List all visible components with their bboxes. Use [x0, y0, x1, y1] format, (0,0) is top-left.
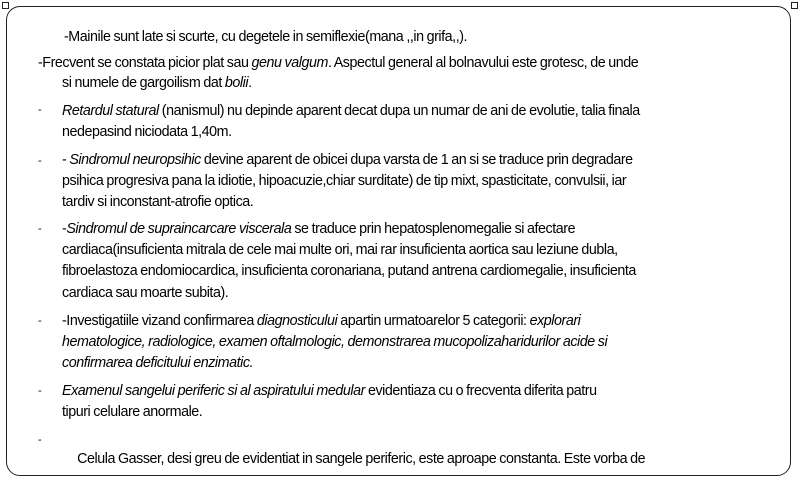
italic-term: explorari [529, 313, 581, 329]
frame-corner-handle [791, 2, 798, 9]
text-span: (nanismul) nu depinde aparent decat dupa un numar de ani de evolutie, talia finala [161, 103, 640, 119]
text-span: fibroelastoza endomiocardica, insuficienta coronariana, putand antrena cardiomegalie, insuficienta [62, 263, 636, 279]
text-span: apartin urmatoarelor 5 categorii: [340, 313, 530, 329]
text-span: psihica progresiva pana la idiotie, hipoacuzie,chiar surditate) de tip mixt, spasticitate, convulsii, iar [62, 173, 627, 189]
text-line [62, 311, 580, 331]
text-line [62, 171, 626, 191]
text-span: cardiaca(insuficienta mitrala de cele mai multe ori, mai rar insuficienta aortica sau leziune dubla, [62, 242, 618, 258]
text-line [62, 150, 633, 170]
text-span: evidentiaza cu o frecventa diferita patru [367, 383, 597, 399]
bullet-marker: - [38, 223, 42, 235]
text-span: . [248, 75, 252, 91]
text-span: tipuri celulare anormale. [62, 404, 203, 420]
italic-term: hematologice, radiologice, examen oftalmologic, demonstrarea mucopolizaharidurilor acide si [62, 334, 608, 350]
bullet-marker: - [38, 104, 42, 116]
text-line [62, 219, 575, 239]
italic-term: Examenul sangelui periferic si al aspiratului medular [62, 383, 368, 399]
text-span: - [62, 152, 70, 168]
italic-term: confirmarea deficitului enzimatic. [62, 355, 254, 371]
text-line [62, 332, 607, 352]
text-span: si numele de gargoilism dat [62, 75, 225, 91]
text-span: devine aparent de obicei dupa varsta de 1 an si se traduce prin degradare [203, 152, 633, 168]
italic-term: diagnosticului [256, 313, 341, 329]
text-line [64, 27, 467, 47]
text-line [38, 53, 638, 73]
text-line [62, 240, 618, 260]
text-line [62, 192, 253, 212]
bullet-marker: - [38, 155, 42, 167]
text-line [62, 283, 228, 303]
italic-term: genu valgum [251, 55, 328, 71]
italic-term: Sindromul neuropsihic [69, 152, 204, 168]
text-span: -Investigatiile vizand confirmarea [62, 313, 257, 329]
text-span: Celula Gasser, desi greu de evidentiat in sangele periferic, este aproape constanta. Este vorba de [74, 451, 646, 467]
text-span: cardiaca sau moarte subita). [62, 285, 229, 301]
text-line [62, 261, 636, 281]
text-span: - [62, 221, 67, 237]
bullet-marker: - [38, 315, 42, 327]
text-line [62, 101, 640, 121]
text-line [62, 381, 597, 401]
text-line [62, 429, 645, 489]
text-line [62, 353, 253, 373]
italic-term: Retardul statural [62, 103, 162, 119]
text-span: . Aspectul general al bolnavului este grotesc, de unde [327, 55, 639, 71]
bullet-marker: - [38, 434, 42, 446]
text-line [62, 402, 202, 422]
text-span: se traduce prin hepatosplenomegalie si afectare [294, 221, 576, 237]
italic-term: Sindromul de supraincarcare viscerala [66, 221, 295, 237]
text-span: -Mainile sunt late si scurte, cu degetele in semiflexie(mana ,,in grifa,,). [64, 29, 468, 45]
frame-corner-handle [2, 2, 9, 9]
bullet-marker: - [38, 385, 42, 397]
text-span: tardiv si inconstant-atrofie optica. [62, 194, 254, 210]
text-line [62, 73, 252, 93]
italic-term: bolii [224, 75, 249, 91]
text-span: -Frecvent se constata picior plat sau [38, 55, 252, 71]
text-span: nedepasind niciodata 1,40m. [62, 124, 232, 140]
text-line [62, 122, 232, 142]
